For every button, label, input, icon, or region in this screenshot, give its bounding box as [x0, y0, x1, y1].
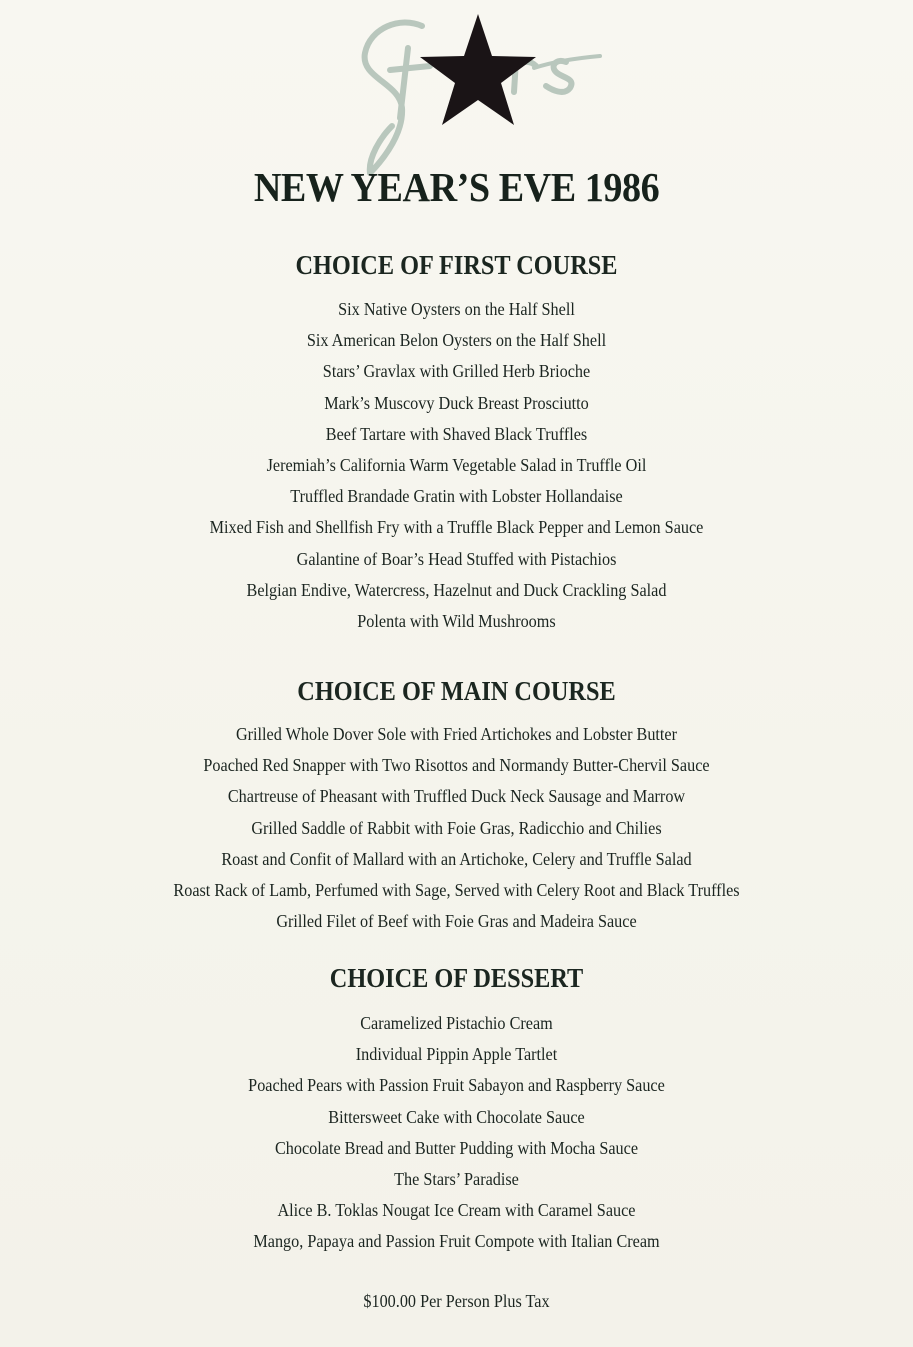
menu-item: Belgian Endive, Watercress, Hazelnut and Duck Crackling Salad	[246, 579, 667, 600]
menu-item: Jeremiah’s California Warm Vegetable Salad in Truffle Oil	[266, 454, 647, 475]
menu-item: Roast and Confit of Mallard with an Artichoke, Celery and Truffle Salad	[221, 848, 692, 869]
menu-title: NEW YEAR’S EVE 1986	[253, 164, 660, 210]
menu-item: Poached Pears with Passion Fruit Sabayon and Raspberry Sauce	[248, 1075, 665, 1096]
menu-item: Roast Rack of Lamb, Perfumed with Sage, Served with Celery Root and Black Truffles	[173, 879, 740, 900]
first-course-heading: CHOICE OF FIRST COURSE	[295, 250, 618, 280]
menu-item: Mango, Papaya and Passion Fruit Compote with Italian Cream	[253, 1231, 660, 1252]
menu-item: Beef Tartare with Shaved Black Truffles	[325, 423, 588, 444]
menu-item: Caramelized Pistachio Cream	[360, 1013, 553, 1033]
main-course-list	[0, 719, 913, 937]
menu-item: Stars’ Gravlax with Grilled Herb Brioche	[322, 361, 591, 382]
menu-item: Mixed Fish and Shellfish Fry with a Truffle Black Pepper and Lemon Sauce	[209, 517, 704, 538]
menu-item: Mark’s Muscovy Duck Breast Prosciutto	[324, 392, 589, 413]
menu-item: Individual Pippin Apple Tartlet	[355, 1044, 558, 1065]
menu-item: Alice B. Toklas Nougat Ice Cream with Caramel Sauce	[277, 1200, 636, 1221]
star-icon	[420, 14, 536, 125]
menu-item: Six Native Oysters on the Half Shell	[338, 299, 575, 319]
menu-item: Polenta with Wild Mushrooms	[357, 610, 556, 631]
menu-item: Grilled Filet of Beef with Foie Gras and Madeira Sauce	[276, 911, 637, 932]
stars-logo	[330, 8, 610, 183]
menu-item: Grilled Saddle of Rabbit with Foie Gras, Radicchio and Chilies	[251, 817, 662, 838]
price-note: $100.00 Per Person Plus Tax	[363, 1291, 550, 1311]
menu-item: Six American Belon Oysters on the Half Shell	[306, 330, 607, 351]
menu-item: Grilled Whole Dover Sole with Fried Artichokes and Lobster Butter	[235, 724, 678, 744]
first-course-list	[0, 294, 913, 637]
menu-item: Poached Red Snapper with Two Risottos and Normandy Butter-Chervil Sauce	[203, 755, 710, 776]
menu-item: Chocolate Bread and Butter Pudding with Mocha Sauce	[274, 1137, 639, 1158]
menu-item: Galantine of Boar’s Head Stuffed with Pistachios	[296, 548, 617, 569]
dessert-heading: CHOICE OF DESSERT	[329, 963, 584, 993]
stars-logo-graphic	[330, 8, 610, 183]
menu-item: Bittersweet Cake with Chocolate Sauce	[328, 1106, 585, 1127]
main-course-heading: CHOICE OF MAIN COURSE	[297, 676, 616, 706]
menu-item: Chartreuse of Pheasant with Truffled Duck Neck Sausage and Marrow	[227, 786, 686, 807]
dessert-list	[0, 1008, 913, 1258]
menu-item: The Stars’ Paradise	[394, 1168, 519, 1189]
menu-item: Truffled Brandade Gratin with Lobster Hollandaise	[290, 486, 623, 507]
